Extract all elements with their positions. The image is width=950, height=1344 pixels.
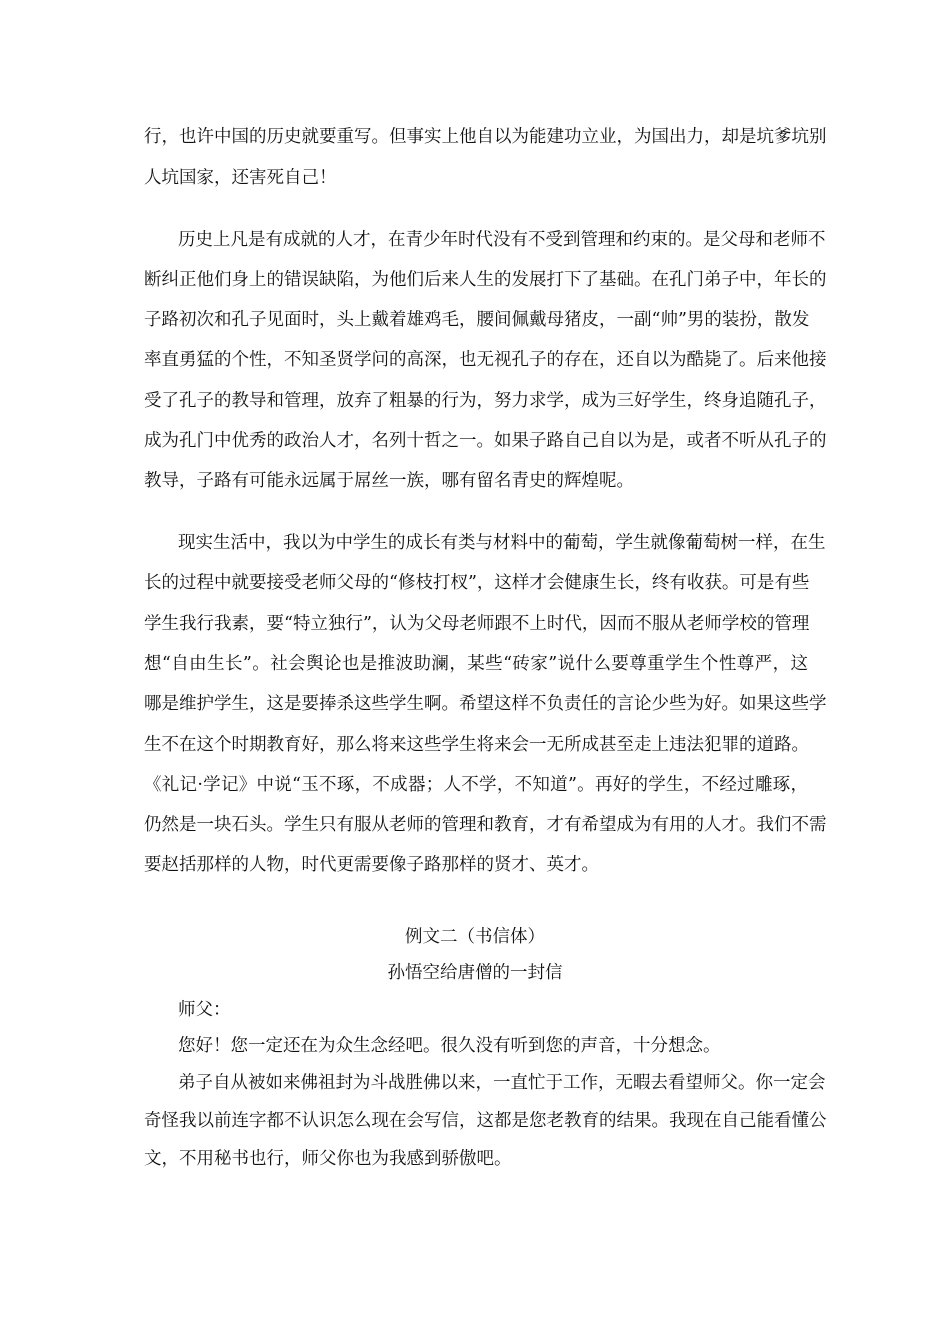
letter-body-line-2: 奇怪我以前连字都不认识怎么现在会写信，这都是您老教育的结果。我现在自己能看懂公 <box>144 1111 827 1131</box>
paragraph-3-line-3: 学生我行我素，要“特立独行”，认为父母老师跟不上时代，因而不服从老师学校的管理 <box>144 614 810 634</box>
paragraph-2-line-4: 率直勇猛的个性，不知圣贤学问的高深，也无视孔子的存在，还自以为酷毙了。后来他接 <box>144 350 827 370</box>
paragraph-3-line-8: 仍然是一块石头。学生只有服从老师的管理和教育，才有希望成为有用的人才。我们不需 <box>144 815 827 835</box>
paragraph-1-line-1: 行，也许中国的历史就要重写。但事实上他自以为能建功立业，为国出力，却是坑爹坑别 <box>144 127 827 147</box>
paragraph-2-line-2: 断纠正他们身上的错误缺陷，为他们后来人生的发展打下了基础。在孔门弟子中，年长的 <box>144 270 827 290</box>
letter-title: 孙悟空给唐僧的一封信 <box>387 963 563 983</box>
paragraph-3-line-7: 《礼记·学记》中说“玉不琢，不成器；人不学，不知道”。再好的学生，不经过雕琢， <box>144 775 808 795</box>
paragraph-2-line-7: 教导，子路有可能永远属于屌丝一族，哪有留名青史的辉煌呢。 <box>144 471 634 491</box>
letter-salutation: 师父： <box>178 1000 231 1020</box>
paragraph-3-line-1: 现实生活中，我以为中学生的成长有类与材料中的葡萄，学生就像葡萄树一样，在生 <box>178 533 826 553</box>
example-heading: 例文二（书信体） <box>405 927 545 947</box>
paragraph-2-line-6: 成为孔门中优秀的政治人才，名列十哲之一。如果子路自己自以为是，或者不听从孔子的 <box>144 431 827 451</box>
letter-body-line-1: 弟子自从被如来佛祖封为斗战胜佛以来，一直忙于工作，无暇去看望师父。你一定会 <box>178 1073 826 1093</box>
paragraph-2-line-5: 受了孔子的教导和管理，放弃了粗暴的行为，努力求学，成为三好学生，终身追随孔子， <box>144 391 827 411</box>
paragraph-2-line-1: 历史上凡是有成就的人才，在青少年时代没有不受到管理和约束的。是父母和老师不 <box>178 230 826 250</box>
letter-body-line-3: 文，不用秘书也行，师父你也为我感到骄傲吧。 <box>144 1149 512 1169</box>
paragraph-1-line-2: 人坑国家，还害死自己！ <box>144 168 337 188</box>
paragraph-3-line-6: 生不在这个时期教育好，那么将来这些学生将来会一无所成甚至走上违法犯罪的道路。 <box>144 735 809 755</box>
paragraph-3-line-9: 要赵括那样的人物，时代更需要像子路那样的贤才、英才。 <box>144 855 599 875</box>
paragraph-3-line-4: 想“自由生长”。社会舆论也是推波助澜，某些“砖家”说什么要尊重学生个性尊严，这 <box>144 654 808 674</box>
letter-greeting: 您好！您一定还在为众生念经吧。很久没有听到您的声音，十分想念。 <box>178 1036 721 1056</box>
paragraph-3-line-5: 哪是维护学生，这是要捧杀这些学生啊。希望这样不负责任的言论少些为好。如果这些学 <box>144 694 827 714</box>
paragraph-3-line-2: 长的过程中就要接受老师父母的“修枝打杈”，这样才会健康生长，终有收获。可是有些 <box>144 573 810 593</box>
paragraph-2-line-3: 子路初次和孔子见面时，头上戴着雄鸡毛，腰间佩戴母猪皮，一副“帅”男的装扮，散发 <box>144 310 810 330</box>
